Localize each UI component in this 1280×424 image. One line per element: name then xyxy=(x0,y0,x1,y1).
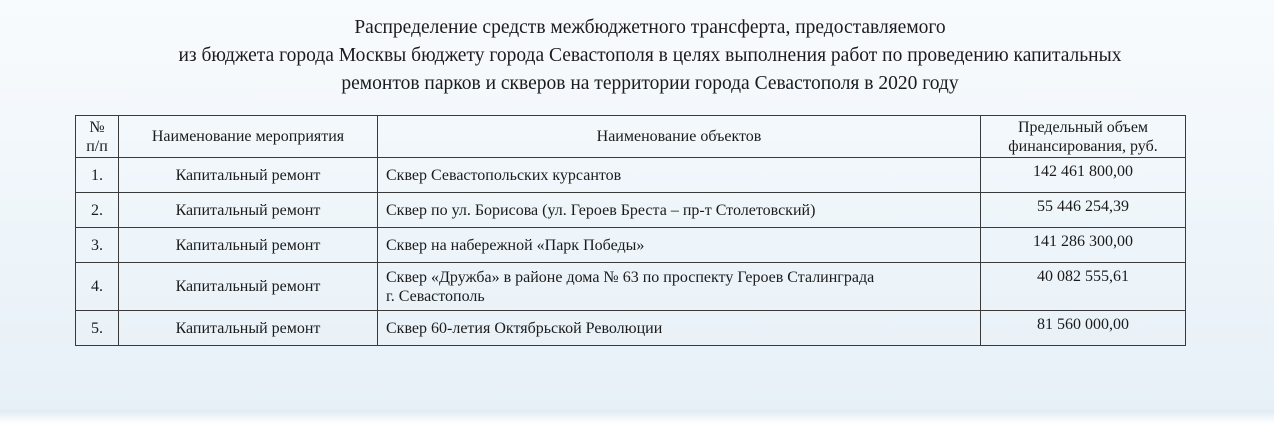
table-header-row xyxy=(76,116,1186,158)
row-number: 1. xyxy=(76,158,119,193)
row-amount: 40 082 555,61 xyxy=(981,263,1186,311)
header-number-line-1: № xyxy=(89,118,105,136)
row-object: Сквер по ул. Борисова (ул. Героев Бреста – пр-т Столетовский) xyxy=(378,193,981,228)
header-amount xyxy=(981,116,1186,158)
row-event: Капитальный ремонт xyxy=(119,311,378,346)
row-object: Сквер на набережной «Парк Победы» xyxy=(378,228,981,263)
table-row xyxy=(76,158,1186,193)
row-amount: 55 446 254,39 xyxy=(981,193,1186,228)
title-line-3: ремонтов парков и скверов на территории города Севастополя в 2020 году xyxy=(341,73,959,94)
funding-table xyxy=(75,115,1186,346)
header-event: Наименование мероприятия xyxy=(119,116,378,158)
row-object xyxy=(378,263,981,311)
table-row xyxy=(76,193,1186,228)
row-event: Капитальный ремонт xyxy=(119,158,378,193)
header-number-line-2: п/п xyxy=(86,137,108,155)
row-object: Сквер 60-летия Октябрьской Революции xyxy=(378,311,981,346)
header-number xyxy=(76,116,119,158)
row-amount: 142 461 800,00 xyxy=(981,158,1186,193)
row-event: Капитальный ремонт xyxy=(119,193,378,228)
row-event: Капитальный ремонт xyxy=(119,263,378,311)
title-line-1: Распределение средств межбюджетного трансферта, предоставляемого xyxy=(354,17,946,38)
row-object-line-2: г. Севастополь xyxy=(386,287,485,305)
header-amount-line-2: финансирования, руб. xyxy=(1008,137,1158,155)
row-number: 3. xyxy=(76,228,119,263)
row-amount: 81 560 000,00 xyxy=(981,311,1186,346)
table-row xyxy=(76,228,1186,263)
header-amount-line-1: Предельный объем xyxy=(1017,118,1149,136)
row-event: Капитальный ремонт xyxy=(119,228,378,263)
page-fold-edge xyxy=(0,410,1274,424)
document-title xyxy=(60,14,1240,98)
row-number: 5. xyxy=(76,311,119,346)
row-number: 2. xyxy=(76,193,119,228)
row-object: Сквер Севастопольских курсантов xyxy=(378,158,981,193)
row-number: 4. xyxy=(76,263,119,311)
row-amount: 141 286 300,00 xyxy=(981,228,1186,263)
table-row xyxy=(76,311,1186,346)
row-object-line-1: Сквер «Дружба» в районе дома № 63 по проспекту Героев Сталинграда xyxy=(386,268,875,286)
title-line-2: из бюджета города Москвы бюджету города Севастополя в целях выполнения работ по проведению капитальных xyxy=(178,45,1122,66)
header-objects: Наименование объектов xyxy=(378,116,981,158)
table-row xyxy=(76,263,1186,311)
